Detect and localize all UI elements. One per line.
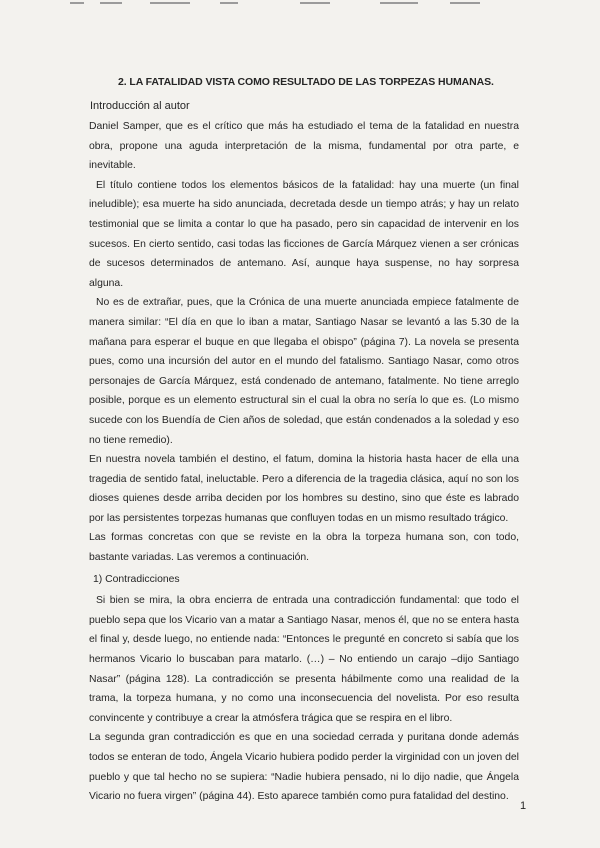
paragraph: En nuestra novela también el destino, el fatum, domina la historia hasta hacer de ella una tragedia de sentido fatal, ineluctable. Pero a diferencia de la tragedia clásica, aquí no son los dioses quienes desde arriba deciden por los hombres su destino, sino que éste es labrado por las persistentes torpezas humanas que confluyen todas en un mismo resultado trágico. bbox=[89, 454, 519, 524]
document-body bbox=[89, 117, 519, 807]
scan-artifact bbox=[70, 2, 490, 8]
paragraph: La segunda gran contradicción es que en una sociedad cerrada y puritana donde además todos se enteran de todo, Ángela Vicario hubiera podido perder la virginidad con un joven del pueblo y que tal hecho no se supiera: “Nadie hubiera pensado, ni lo dijo nadie, que Ángela Vicario no fuera virgen” (página 44). Esto aparece también como pura fatalidad del destino. bbox=[89, 732, 519, 803]
paragraph: Las formas concretas con que se reviste en la obra la torpeza humana son, con todo, bastante variadas. Las veremos a continuación. bbox=[89, 532, 519, 564]
subsection-title: Introducción al autor bbox=[90, 100, 190, 112]
paragraph: Si bien se mira, la obra encierra de entrada una contradicción fundamental: que todo el pueblo sepa que los Vicario van a matar a Santiago Nasar, menos él, que no se entera hasta el final y, desde luego, no entiende nada: “Entonces le pregunté en concreto si sabía que los hermanos Vicario lo buscaban para matarlo. (…) – No entiendo un carajo –dijo Santiago Nasar” (página 128). La contradicción se presenta hábilmente como una realidad de la trama, la torpeza humana, y no como una inconsecuencia del novelista. Por eso resulta convincente y contribuye a crear la atmósfera trágica que se respira en el libro. bbox=[89, 595, 519, 724]
paragraph: No es de extrañar, pues, que la Crónica de una muerte anunciada empiece fatalmente de manera similar: “El día en que lo iban a matar, Santiago Nasar se levantó a las 5.30 de la mañana para esperar el buque en que llegaba el obispo” (página 7). La novela se presenta pues, como una incursión del autor en el mundo del fatalismo. Santiago Nasar, como otros personajes de García Márquez, está condenado de antemano, fatalmente. No tiene arreglo posible, porque es un elemento estructural sin el cual la obra no sería lo que es. (Lo mismo sucede con los Buendía de Cien años de soledad, que están condenados a la soledad y eso no tiene remedio). bbox=[89, 297, 519, 446]
paragraph: Daniel Samper, que es el crítico que más ha estudiado el tema de la fatalidad en nuestra obra, propone una aguda interpretación de la misma, fundamental por otra parte, e inevitable. bbox=[89, 121, 519, 172]
paragraph: El título contiene todos los elementos básicos de la fatalidad: hay una muerte (un final ineludible); esa muerte ha sido anunciada, decretada desde un tiempo atrás; y hay un relato testimonial que se limita a contar lo que ha pasado, pero sin capacidad de intervenir en los sucesos. En cierto sentido, casi todas las ficciones de García Márquez vienen a ser crónicas de sucesos determinados de antemano. Así, aunque haya suspense, no hay sorpresa alguna. bbox=[89, 179, 519, 289]
section-heading: 2. LA FATALIDAD VISTA COMO RESULTADO DE LAS TORPEZAS HUMANAS. bbox=[118, 76, 494, 88]
page-number: 1 bbox=[520, 800, 527, 812]
section-label: 1) Contradicciones bbox=[93, 573, 180, 585]
